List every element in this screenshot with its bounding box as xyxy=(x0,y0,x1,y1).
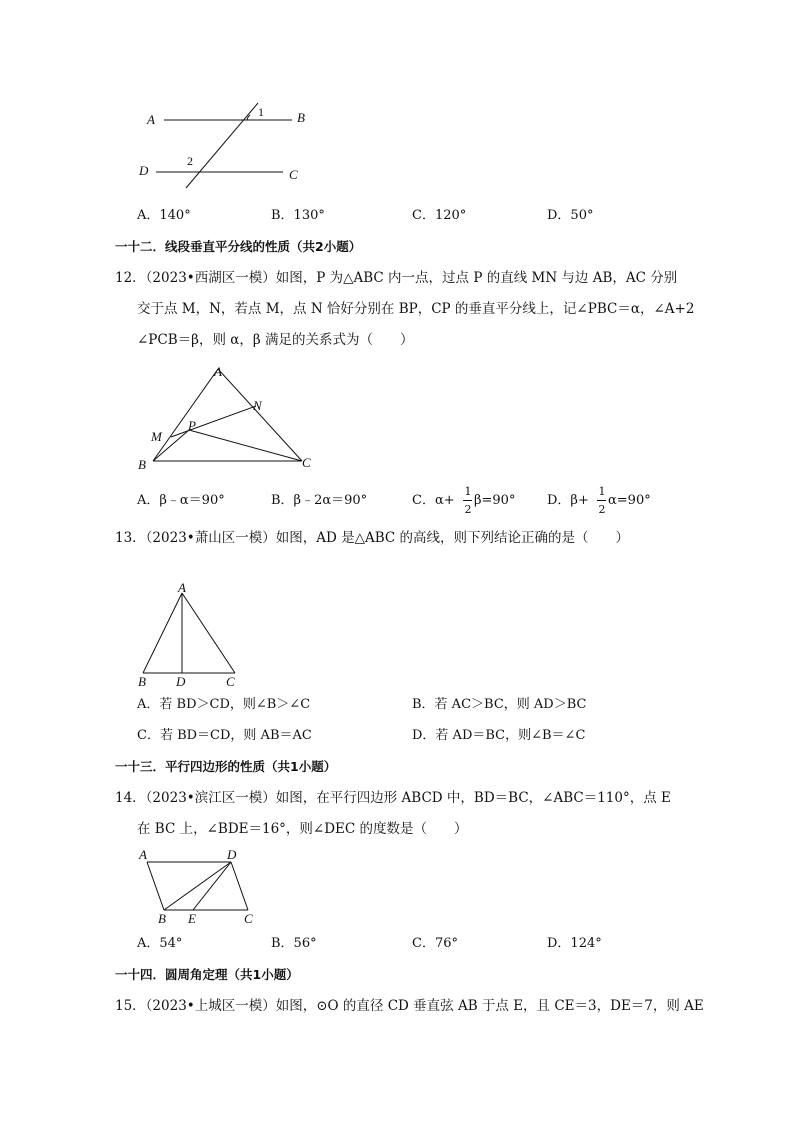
label-d: D xyxy=(227,847,237,862)
label-b: B xyxy=(158,911,166,926)
side-ab xyxy=(143,593,182,673)
q13-option-c: C．若 BD＝CD，则 AB＝AC xyxy=(137,728,312,743)
q12-option-d-frac-bar xyxy=(597,500,606,501)
section-heading-13: 一十三．平行四边形的性质（共1小题） xyxy=(115,759,337,774)
q14-option-b: B．56° xyxy=(271,936,317,951)
label-b: B xyxy=(138,674,146,689)
q12-option-c-suffix: β=90° xyxy=(474,493,516,508)
label-b: B xyxy=(138,457,146,472)
q12-option-c-frac-bar xyxy=(463,500,472,501)
q12-option-d-frac-num: 1 xyxy=(598,485,606,498)
side-dc xyxy=(231,862,248,910)
q13-line-1: 13．（2023•萧山区一模）如图，AD 是△ABC 的高线，则下列结论正确的是（ ） xyxy=(115,530,630,546)
q14-option-d: D．124° xyxy=(547,936,602,951)
label-b: B xyxy=(297,110,305,125)
q12-option-b: B．β﹣2α＝90° xyxy=(271,493,368,508)
q12-option-d-prefix: D．β+ xyxy=(547,493,589,508)
segment-pc xyxy=(189,430,302,461)
label-d: D xyxy=(139,163,149,178)
figure-parallel-lines xyxy=(130,95,310,190)
q12-option-c xyxy=(412,483,532,519)
diagonal-bd xyxy=(164,862,231,910)
q14-line-2: 在 BC 上，∠BDE＝16°，则∠DEC 的度数是（ ） xyxy=(137,821,468,837)
q12-option-c-frac-den: 2 xyxy=(464,503,472,516)
q11-option-d: D．50° xyxy=(547,208,594,223)
side-ab xyxy=(153,369,218,461)
q12-option-d-suffix: α=90° xyxy=(608,493,651,508)
label-a: A xyxy=(214,364,222,379)
label-a: A xyxy=(139,847,147,862)
q14-option-a: A．54° xyxy=(137,936,183,951)
q15-line-1: 15．（2023•上城区一模）如图，⊙O 的直径 CD 垂直弦 AB 于点 E，且 CE＝3，DE＝7，则 AE xyxy=(115,998,704,1014)
q12-option-c-frac-num: 1 xyxy=(464,485,472,498)
label-e: E xyxy=(188,911,196,926)
label-n: N xyxy=(253,398,262,413)
q12-option-a: A．β﹣α＝90° xyxy=(137,493,225,508)
q13-option-d: D．若 AD＝BC，则∠B＝∠C xyxy=(412,728,586,743)
label-angle-1: 1 xyxy=(258,105,264,119)
side-ab xyxy=(147,862,164,910)
section-heading-14: 一十四．圆周角定理（共1小题） xyxy=(115,967,299,982)
figure-triangle-mnp xyxy=(135,360,320,475)
segment-de xyxy=(193,862,231,910)
label-m: M xyxy=(151,429,162,444)
q13-option-b: B．若 AC＞BC，则 AD＞BC xyxy=(412,697,587,712)
q12-option-d xyxy=(547,483,667,519)
q12-option-d-frac-den: 2 xyxy=(598,503,606,516)
label-angle-2: 2 xyxy=(187,154,193,168)
q11-option-b: B．130° xyxy=(271,208,325,223)
label-c: C xyxy=(302,455,311,470)
q12-line-1: 12．（2023•西湖区一模）如图，P 为△ABC 内一点，过点 P 的直线 MN 与边 AB，AC 分别 xyxy=(115,270,678,286)
label-p: P xyxy=(188,418,196,433)
label-a: A xyxy=(147,112,155,127)
label-c: C xyxy=(244,911,253,926)
label-c: C xyxy=(289,167,298,182)
q13-option-a: A．若 BD＞CD，则∠B＞∠C xyxy=(137,697,311,712)
figure-parallelogram xyxy=(130,843,265,928)
q12-option-c-prefix: C．α+ xyxy=(412,493,455,508)
q11-option-c: C．120° xyxy=(412,208,467,223)
label-d: D xyxy=(176,674,186,689)
line-mn xyxy=(171,406,256,437)
q14-option-c: C．76° xyxy=(412,936,458,951)
label-c: C xyxy=(226,674,235,689)
q11-option-a: A．140° xyxy=(137,208,191,223)
side-ac xyxy=(182,593,235,673)
figure-triangle-altitude xyxy=(130,580,250,690)
label-a: A xyxy=(178,580,186,595)
q14-line-1: 14．（2023•滨江区一模）如图，在平行四边形 ABCD 中，BD＝BC，∠ABC＝110°，点 E xyxy=(115,790,671,806)
q12-line-2: 交于点 M，N，若点 M，点 N 恰好分别在 BP，CP 的垂直平分线上，记∠PBC＝α，∠A+2 xyxy=(137,301,695,317)
section-heading-12: 一十二．线段垂直平分线的性质（共2小题） xyxy=(115,239,362,254)
q12-line-3: ∠PCB＝β，则 α，β 满足的关系式为（ ） xyxy=(137,332,414,348)
transversal-line xyxy=(186,103,258,188)
